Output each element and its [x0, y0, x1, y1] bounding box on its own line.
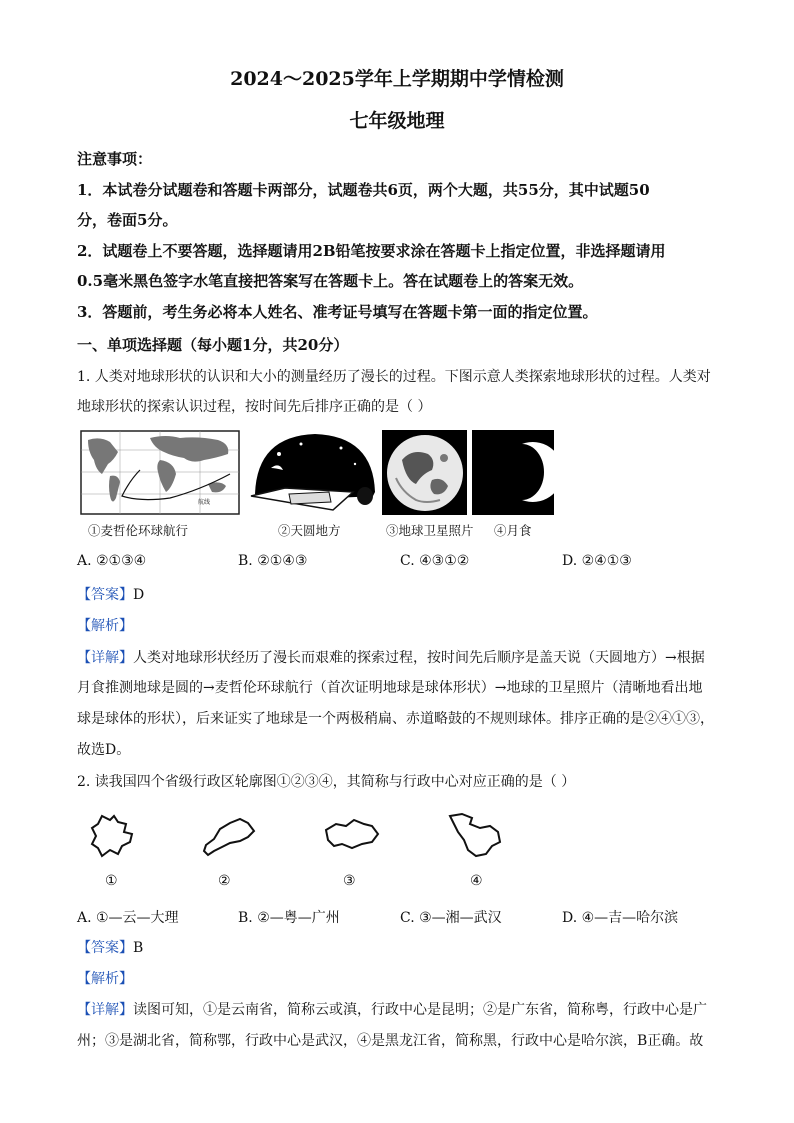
q2-option-d: D. ④—吉—哈尔滨 — [562, 910, 679, 926]
yunnan-outline-map — [88, 812, 140, 860]
section-heading-single-choice: 一、单项选择题（每小题1分，共20分） — [77, 336, 349, 354]
notice-item-1-line-2: 分，卷面5分。 — [77, 211, 178, 229]
q2-detail-label: 【详解】 — [77, 1002, 133, 1018]
notice-item-2-line-2: 0.5毫米黑色签字水笔直接把答案写在答题卡上。答在试题卷上的答案无效。 — [77, 272, 584, 290]
q1-analysis-label: 【解析】 — [77, 618, 133, 634]
notice-heading: 注意事项： — [77, 150, 153, 168]
q1-stem-line-2: 地球形状的探索认识过程，按时间先后排序正确的是（ ） — [77, 399, 432, 415]
q2-analysis-label: 【解析】 — [77, 971, 133, 987]
q1-answer-label: 【答案】 — [77, 587, 133, 603]
notice-item-2-line-1: 2．试题卷上不要答题，选择题请用2B铅笔按要求涂在答题卡上指定位置，非选择题请用 — [77, 242, 666, 260]
notice-item-1-line-1: 1．本试卷分试题卷和答题卡两部分，试题卷共6页，两个大题，共55分，其中试题50 — [77, 181, 650, 199]
q1-answer-value: D — [133, 587, 145, 603]
q1-caption-3: ③地球卫星照片 — [386, 523, 474, 538]
q1-caption-1: ①麦哲伦环球航行 — [88, 523, 189, 538]
q2-option-a: A. ①—云—大理 — [77, 910, 179, 926]
exam-subtitle: 七年级地理 — [349, 110, 445, 132]
q1-option-a: A. ②①③④ — [77, 553, 147, 569]
guangdong-outline-map — [200, 815, 258, 857]
q1-detail-text-1: 人类对地球形状经历了漫长而艰难的探索过程，按时间先后顺序是盖天说（天圆地方）→根据 — [133, 650, 705, 666]
round-sky-square-earth-image — [245, 430, 380, 515]
q2-detail-text-1: 读图可知，①是云南省，简称云或滇，行政中心是昆明；②是广东省，简称粤，行政中心是广 — [133, 1002, 707, 1018]
earth-satellite-photo-image — [382, 430, 467, 515]
heilongjiang-outline-map — [446, 810, 504, 860]
q2-option-b: B. ②—粤—广州 — [238, 910, 340, 926]
q2-map-label-2: ② — [218, 873, 231, 889]
q2-detail-line-1 — [77, 999, 707, 1019]
notice-item-3: 3．答题前，考生务必将本人姓名、准考证号填写在答题卡第一面的指定位置。 — [77, 303, 598, 321]
q2-answer-value: B — [133, 940, 144, 956]
q2-stem: 2. 读我国四个省级行政区轮廓图①②③④，其简称与行政中心对应正确的是（ ） — [77, 774, 576, 790]
q2-option-c: C. ③—湘—武汉 — [400, 910, 502, 926]
q1-detail-line-1 — [77, 647, 705, 667]
q2-map-label-4: ④ — [470, 873, 483, 889]
q1-stem-line-1: 1. 人类对地球形状的认识和大小的测量经历了漫长的过程。下图示意人类探索地球形状的过程。人类对 — [77, 369, 711, 385]
q1-caption-4: ④月食 — [494, 523, 532, 538]
q2-detail-line-2: 州；③是湖北省，简称鄂，行政中心是武汉，④是黑龙江省，简称黑，行政中心是哈尔滨，B正确。故 — [77, 1033, 704, 1049]
hubei-outline-map — [322, 816, 382, 854]
q1-detail-line-4: 故选D。 — [77, 742, 131, 758]
q1-option-b: B. ②①④③ — [238, 553, 308, 569]
lunar-eclipse-image — [472, 430, 554, 515]
q2-map-label-1: ① — [105, 873, 118, 889]
q2-answer-label: 【答案】 — [77, 940, 133, 956]
q2-answer-row — [77, 937, 143, 957]
q1-detail-line-3: 球是球体的形状），后来证实了地球是一个两极稍扁、赤道略鼓的不规则球体。排序正确的是②④①③， — [77, 711, 714, 727]
magellan-route-map-image — [80, 430, 240, 515]
q1-answer-row — [77, 584, 144, 604]
svg-text:航线: 航线 — [198, 499, 211, 506]
q1-caption-2: ②天圆地方 — [278, 523, 341, 538]
q2-map-label-3: ③ — [343, 873, 356, 889]
q1-detail-line-2: 月食推测地球是圆的→麦哲伦环球航行（首次证明地球是球体形状）→地球的卫星照片（清晰地看出地 — [77, 680, 703, 696]
q1-detail-label: 【详解】 — [77, 650, 133, 666]
exam-title: 2024～2025学年上学期期中学情检测 — [230, 68, 564, 90]
q1-option-c: C. ④③①② — [400, 553, 470, 569]
q1-option-d: D. ②④①③ — [562, 553, 632, 569]
